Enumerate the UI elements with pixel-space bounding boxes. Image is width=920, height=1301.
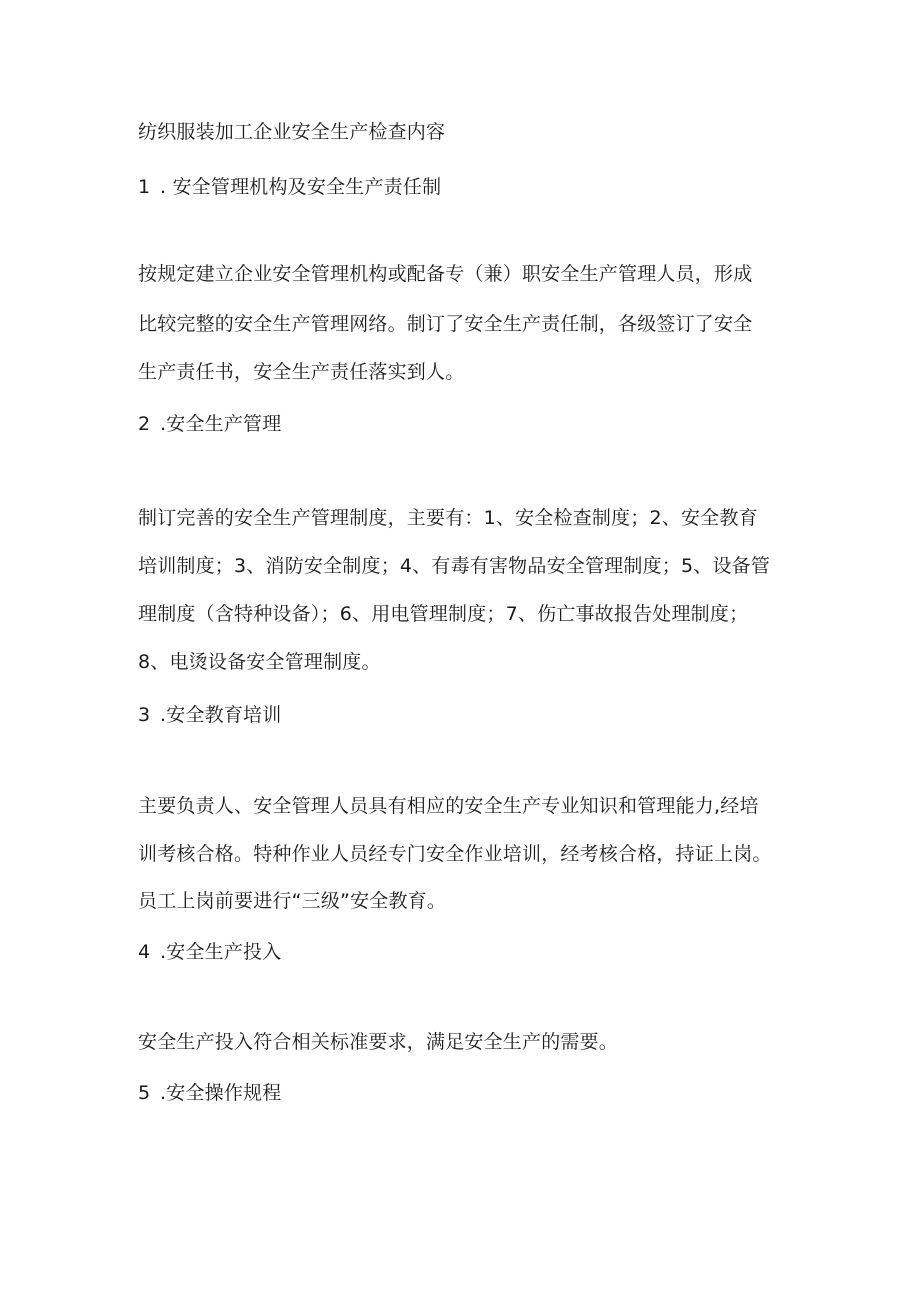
section-4-line-1: 安全生产投入符合相关标准要求，满足安全生产的需要。 bbox=[138, 1031, 619, 1053]
section-2-line-3: 理制度（含特种设备）；6、用电管理制度；7、伤亡事故报告处理制度； bbox=[138, 603, 749, 625]
section-heading-4 bbox=[138, 940, 798, 964]
section-2-line-2: 培训制度；3、消防安全制度；4、有毒有害物品安全管理制度；5、设备管 bbox=[138, 555, 771, 577]
section-number: 4 bbox=[138, 941, 151, 963]
section-2-line-1: 制订完善的安全生产管理制度，主要有：1、安全检查制度；2、安全教育 bbox=[138, 507, 758, 529]
section-number: 3 bbox=[138, 704, 151, 726]
section-1-line-1: 按规定建立企业安全管理机构或配备专（兼）职安全生产管理人员，形成 bbox=[138, 263, 753, 285]
section-heading-3 bbox=[138, 703, 798, 727]
section-heading-text: .安全操作规程 bbox=[160, 1082, 282, 1104]
section-heading-text: . 安全管理机构及安全生产责任制 bbox=[160, 176, 442, 198]
section-number: 1 bbox=[138, 176, 151, 198]
section-3-line-3: 员工上岗前要进行“三级”安全教育。 bbox=[138, 890, 447, 912]
section-heading-text: .安全生产管理 bbox=[160, 413, 282, 435]
section-2-line-4: 8、电烫设备安全管理制度。 bbox=[138, 651, 381, 673]
section-heading-2 bbox=[138, 412, 798, 436]
section-3-line-1: 主要负责人、安全管理人员具有相应的安全生产专业知识和管理能力,经培 bbox=[138, 795, 759, 817]
section-3-line-2: 训考核合格。特种作业人员经专门安全作业培训，经考核合格，持证上岗。 bbox=[138, 843, 772, 865]
section-heading-5 bbox=[138, 1081, 798, 1105]
section-number: 2 bbox=[138, 413, 151, 435]
section-heading-1 bbox=[138, 175, 798, 199]
section-1-line-3: 生产责任书，安全生产责任落实到人。 bbox=[138, 361, 465, 383]
document-title: 纺织服装加工企业安全生产检查内容 bbox=[138, 121, 446, 143]
section-number: 5 bbox=[138, 1082, 151, 1104]
section-1-line-2: 比较完整的安全生产管理网络。制订了安全生产责任制，各级签订了安全 bbox=[138, 313, 753, 335]
section-heading-text: .安全生产投入 bbox=[160, 941, 282, 963]
section-heading-text: .安全教育培训 bbox=[160, 704, 282, 726]
